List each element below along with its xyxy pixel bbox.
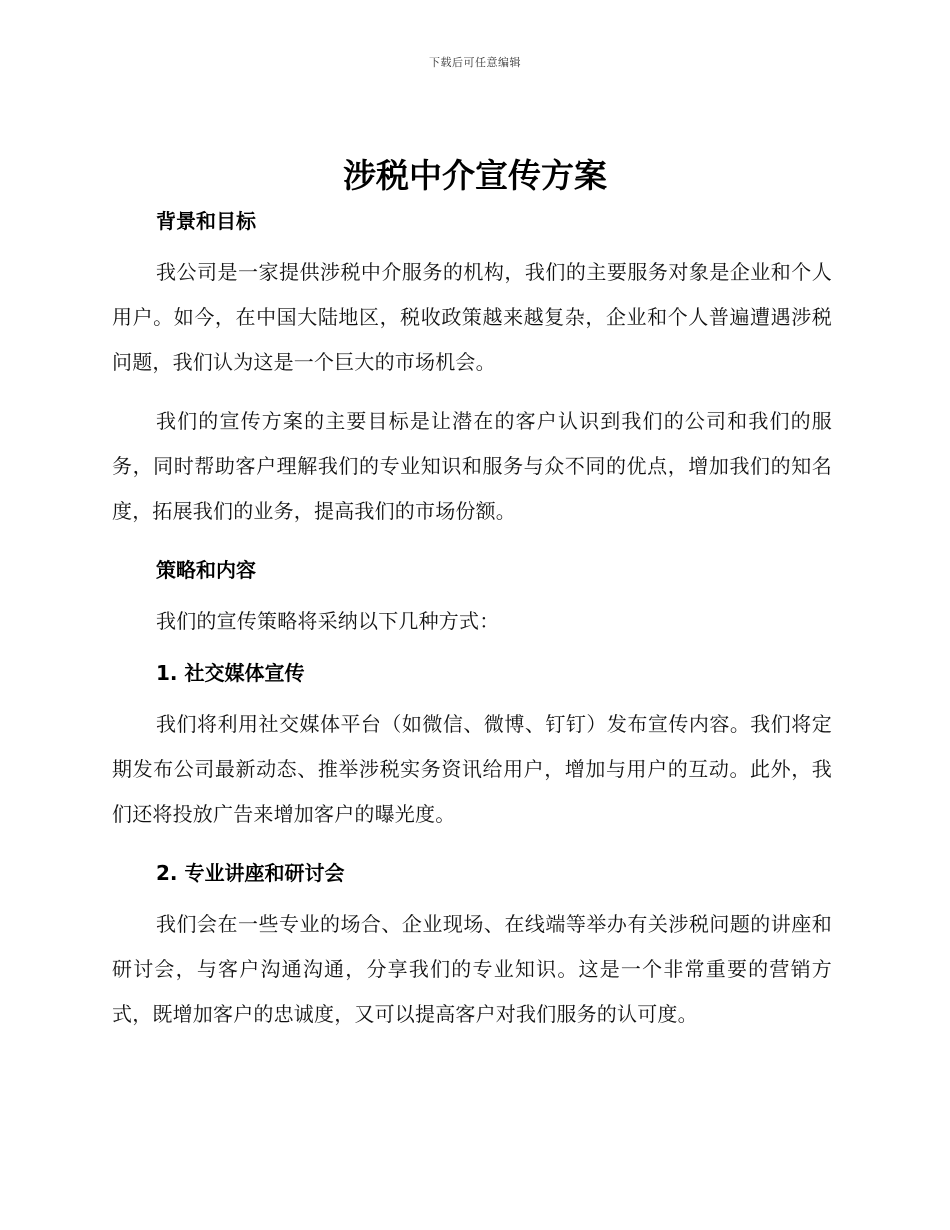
document-title: 涉税中介宣传方案 [343, 156, 607, 195]
paragraph-seminars: 我们会在一些专业的场合、企业现场、在线端等举办有关涉税问题的讲座和研讨会，与客户沟通沟通，分享我们的专业知识。这是一个非常重要的营销方式，既增加客户的忠诚度，又可以提高客户对我们服务的认可度。 [112, 912, 832, 1026]
paragraph-background-1: 我公司是一家提供涉税中介服务的机构，我们的主要服务对象是企业和个人用户。如今，在中国大陆地区，税收政策越来越复杂，企业和个人普遍遭遇涉税问题，我们认为这是一个巨大的市场机会。 [112, 260, 832, 374]
section-heading-background: 背景和目标 [156, 209, 256, 233]
section-heading-social-media: 1. 社交媒体宣传 [156, 661, 305, 685]
section-heading-strategy: 策略和内容 [156, 558, 256, 582]
section-heading-seminars: 2. 专业讲座和研讨会 [156, 861, 345, 885]
header-note: 下载后可任意编辑 [429, 56, 521, 69]
paragraph-background-2: 我们的宣传方案的主要目标是让潜在的客户认识到我们的公司和我们的服务，同时帮助客户理解我们的专业知识和服务与众不同的优点，增加我们的知名度，拓展我们的业务，提高我们的市场份额。 [112, 409, 832, 523]
paragraph-social-media: 我们将利用社交媒体平台（如微信、微博、钉钉）发布宣传内容。我们将定期发布公司最新动态、推举涉税实务资讯给用户，增加与用户的互动。此外，我们还将投放广告来增加客户的曝光度。 [112, 712, 832, 826]
document-body [112, 206, 832, 1037]
paragraph-strategy-intro: 我们的宣传策略将采纳以下几种方式： [156, 609, 500, 633]
